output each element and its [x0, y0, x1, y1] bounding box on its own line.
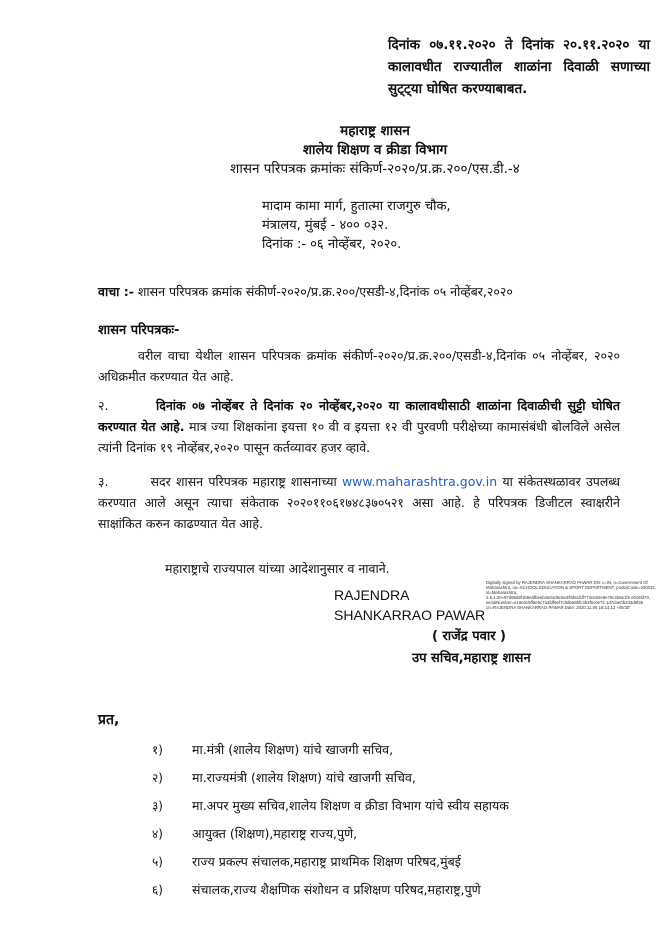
government-name: महाराष्ट्र शासन: [340, 123, 410, 139]
read-reference: [98, 283, 513, 300]
paragraph-3: [98, 471, 620, 534]
address: [262, 197, 451, 254]
recipients-heading: प्रत,: [98, 712, 120, 728]
department-name: शालेय शिक्षण व क्रीडा विभाग: [302, 142, 448, 158]
list-item: [152, 880, 509, 908]
list-item-number: २): [152, 771, 163, 785]
paragraph-3-number: ३.: [98, 474, 109, 489]
website-link[interactable]: www.maharashtra.gov.in: [341, 474, 498, 489]
address-line-1: मादाम कामा मार्ग, हुतात्मा राजगुरु चौक,: [262, 199, 451, 214]
read-text: शासन परिपत्रक क्रमांक संकीर्ण-२०२०/प्र.क्र.२००/एसडी-४,दिनांक ०५ नोव्हेंबर,२०२०: [133, 284, 513, 299]
address-line-2: मंत्रालय, मुंबई - ४०० ०३२.: [262, 218, 389, 233]
paragraph-2-number: २.: [98, 398, 109, 413]
digital-signature-text: Digitally signed by RAJENDRA SHANKARRAO PAWAR DN: c=IN, o=Government Of Maharashtra, ou=SCHOOL EDUCATION & SPORT DEPARTMENT, postalCode=400032, st=Maharashtra, 2.5.4.20=97d96d8f1b9e6fbeeb4a04d9c6e3f0d51fdf773ce82e8e79c4b8e1f5 e0c6fd70, serialNumber=e19e0c9ff5e6c7a2fdf9ef7c8d6a8bfc3b3f6c0e72 1d7d4e0b2d3d8f35 cn=RAJENDRA SHANKARRAO PAWAR Date: 2020.11.06 18:14:12 +05'30': [486, 580, 656, 610]
list-item-text: राज्य प्रकल्प संचालक,महाराष्ट्र प्राथमिक शिक्षण परिषद,मुंबई: [192, 854, 461, 869]
read-label: वाचा :-: [98, 284, 134, 299]
list-item-number: ५): [152, 855, 163, 869]
list-item-text: आयुक्त (शिक्षण),महाराष्ट्र राज्य,पुणे,: [192, 826, 358, 841]
list-item: [152, 852, 509, 880]
list-item-text: मा.मंत्री (शालेय शिक्षण) यांचे खाजगी सचिव,: [192, 742, 394, 757]
list-item: [152, 824, 509, 852]
signer-name-line-2: SHANKARRAO PAWAR: [334, 607, 486, 623]
list-item-number: १): [152, 743, 163, 757]
list-item-text: मा.राज्यमंत्री (शालेय शिक्षण) यांचे खाजगी सचिव,: [192, 770, 416, 785]
signer-name-line-1: RAJENDRA: [334, 587, 410, 603]
paragraph-3-text-a: सदर शासन परिपत्रक महाराष्ट्र शासनाच्या: [150, 474, 342, 489]
list-item-text: संचालक,राज्य शैक्षणिक संशोधन व प्रशिक्षण परिषद,महाराष्ट्र,पुणे: [192, 882, 481, 897]
signer-name: [334, 585, 485, 625]
list-item-number: ३): [152, 799, 163, 813]
list-item-text: मा.अपर मुख्य सचिव,शालेय शिक्षण व क्रीडा विभाग यांचे स्वीय सहायक: [192, 798, 509, 813]
list-item: [152, 768, 509, 796]
circular-date: दिनांक :- ०६ नोव्हेंबर, २०२०.: [262, 237, 402, 252]
subject: दिनांक ०७.११.२०२० ते दिनांक २०.११.२०२० या कालावधीत राज्यातील शाळांना दिवाळी सणाच्या सुट्ट्या घोषित करण्याबाबत.: [388, 37, 650, 97]
list-item-number: ६): [152, 883, 163, 897]
list-item: [152, 740, 509, 768]
signer-designation: उप सचिव,महाराष्ट्र शासन: [412, 651, 531, 666]
paragraph-2-bold: दिनांक ०७ नोव्हेंबर ते दिनांक २० नोव्हेंबर,२०२० या कालावधीसाठी शाळांना दिवाळीची सुट्टी घोषित करण्यात येत आहे.: [98, 398, 620, 434]
recipients-list: [152, 740, 509, 908]
header: [190, 122, 560, 179]
paragraph-2-rest: मात्र ज्या शिक्षकांना इयत्ता १० वी व इयत्ता १२ वी पुरवणी परीक्षेच्या कामासंबंधी बोलविले असेल त्यांनी दिनांक १९ नोव्हेंबर,२०२० पासून कर्तव्यावर हजर व्हावे.: [98, 419, 620, 455]
signer-name-marathi: ( राजेंद्र पवार ): [432, 629, 506, 644]
paragraph-1: वरील वाचा येथील शासन परिपत्रक क्रमांक संकीर्ण-२०२०/प्र.क्र.२००/एसडी-४,दिनांक ०५ नोव्हेंबर, २०२० अधिक्रमीत करण्यात येत आहे.: [98, 348, 620, 384]
list-item-number: ४): [152, 827, 163, 841]
paragraph-3-text-b: या संकेतस्थळावर उपलब्ध करण्यात आले असून त्याचा संकेताक २०२०११०६१७४८३७०५२१ असा आहे. हे परिपत्रक डिजीटल स्वाक्षरीने साक्षांकित करुन काढण्यात येत आहे.: [98, 474, 620, 531]
paragraph-2: [98, 395, 620, 458]
circular-heading: शासन परिपत्रकः-: [98, 323, 180, 338]
list-item: [152, 796, 509, 824]
circular-number: शासन परिपत्रक क्रमांकः संकिर्ण-२०२०/प्र.क्र.२००/एस.डी.-४: [230, 161, 520, 177]
order-line: महाराष्ट्राचे राज्यपाल यांच्या आदेशानुसार व नावाने.: [165, 561, 390, 576]
